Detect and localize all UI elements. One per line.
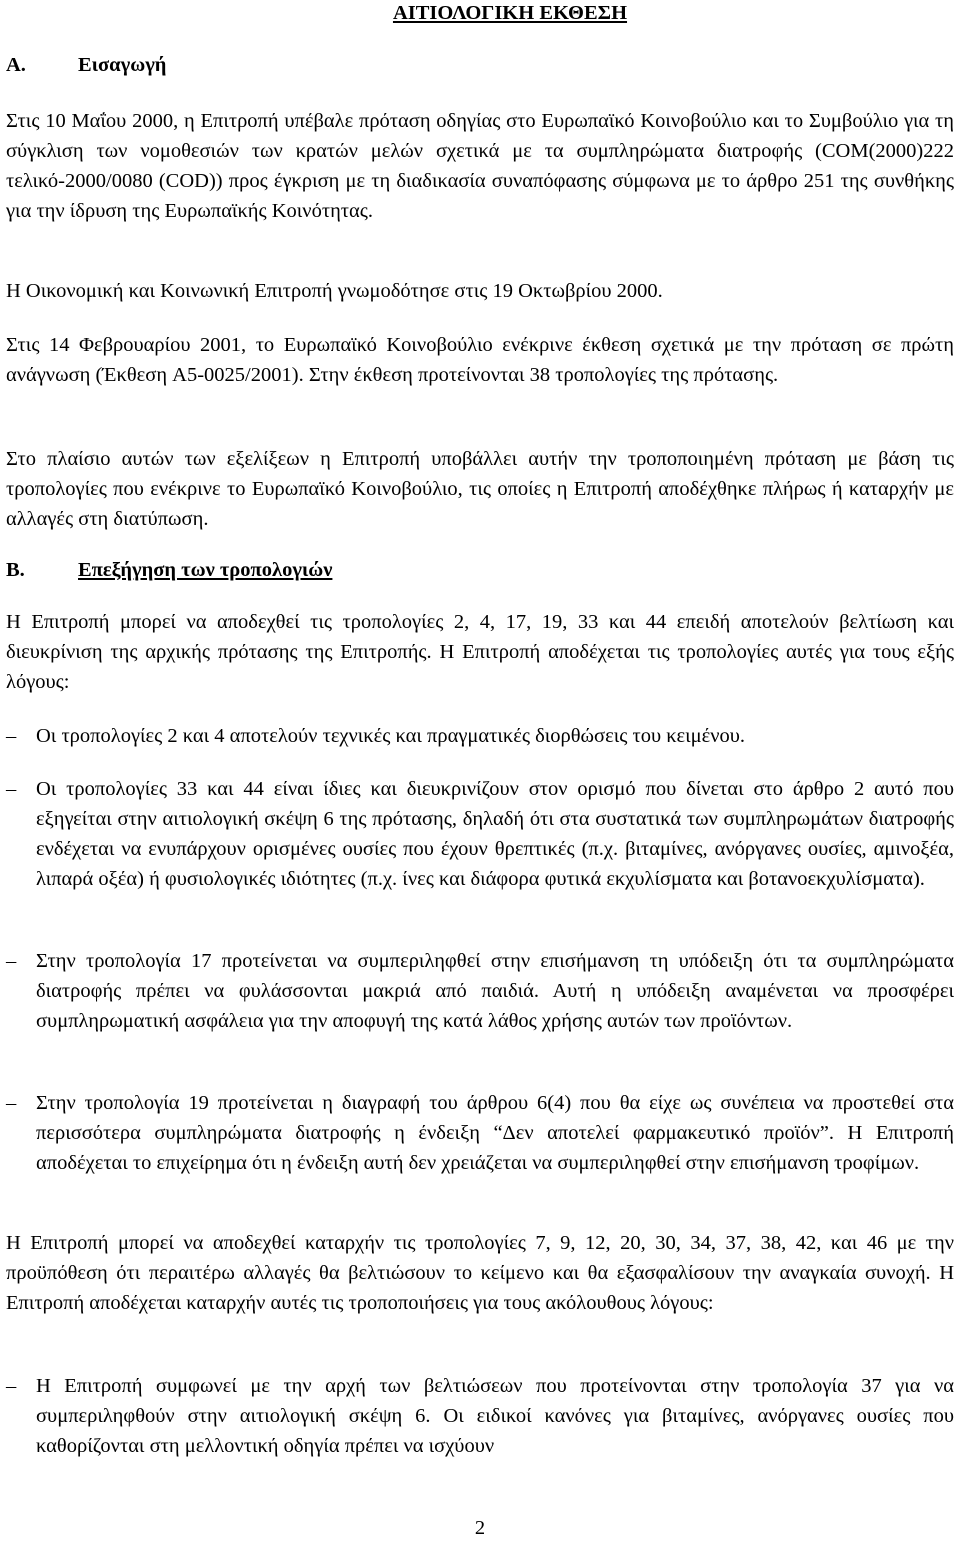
section-b-title: Επεξήγηση των τροπολογιών [78,559,333,581]
section-b-heading [6,555,332,585]
list-item-text: Η Επιτροπή συμφωνεί με την αρχή των βελτιώσεων που προτείνονται στην τροπολογία 37 για να συμπεριληφθούν στην αιτιολογική σκέψη 6. Οι ειδικοί κανόνες για βιταμίνες, ανόργανες ουσίες που καθορίζονται στη μελλοντική οδηγία πρέπει να ισχύουν [36,1375,954,1457]
list-item [6,1088,954,1178]
section-a-heading [6,50,166,80]
list-item-text: Στην τροπολογία 17 προτείνεται να συμπεριληφθεί στην επισήμανση τη υπόδειξη ότι τα συμπληρώματα διατροφής πρέπει να φυλάσσονται μακριά από παιδιά. Αυτή η υπόδειξη αναμένεται να προσφέρει συμπληρωματική ασφάλεια για την αποφυγή της κατά λάθος χρήσης αυτών των προϊόντων. [36,950,954,1032]
list-item [6,774,954,894]
section-b-letter: B. [6,559,25,581]
section-a-letter: A. [6,54,26,76]
paragraph-principle-amendments: Η Επιτροπή μπορεί να αποδεχθεί καταρχήν τις τροπολογίες 7, 9, 12, 20, 30, 34, 37, 38, 42, και 46 με την προϋπόθεση ότι περαιτέρω αλλαγές θα βελτιώσουν το κείμενο και θα εξασφαλίσουν την αναγκαία συνοχή. Η Επιτροπή αποδέχεται καταρχήν αυτές τις τροποποιήσεις για τους ακόλουθους λόγους: [6,1232,954,1314]
paragraph-parliament-report: Στις 14 Φεβρουαρίου 2001, το Ευρωπαϊκό Κοινοβούλιο ενέκρινε έκθεση σχετικά με την πρόταση σε πρώτη ανάγνωση (Έκθεση A5-0025/2001). Στην έκθεση προτείνονται 38 τροπολογίες της πρότασης. [6,334,954,386]
list-item-text: Οι τροπολογίες 2 και 4 αποτελούν τεχνικές και πραγματικές διορθώσεις του κειμένου. [36,725,746,747]
document-title: ΑΙΤΙΟΛΟΓΙΚΗ ΕΚΘΕΣΗ [392,2,628,24]
page-number: 2 [474,1517,486,1539]
list-item [6,1371,954,1461]
list-item [6,946,954,1036]
list-item-text: Οι τροπολογίες 33 και 44 είναι ίδιες και διευκρινίζουν στον ορισμό που δίνεται στο άρθρο 2 αυτό που εξηγείται στην αιτιολογική σκέψη 6 της πρότασης, δηλαδή ότι στα συστατικά των συμπληρωμάτων διατροφής ενδέχεται να ενυπάρχουν ορισμένες ουσίες που έχουν θρεπτικές (π.χ. βιταμίνες, ανόργανες ουσίες, αμινοξέα, λιπαρά οξέα) ή φυσιολογικές ιδιότητες (π.χ. ίνες και διάφορα φυτικά εκχυλίσματα και βοτανοεκχυλίσματα). [36,778,954,890]
dash-bullet: – [6,725,17,747]
list-item-text: Στην τροπολογία 19 προτείνεται η διαγραφή του άρθρου 6(4) που θα είχε ως συνέπεια να προστεθεί στα περισσότερα συμπληρώματα διατροφής η ένδειξη “Δεν αποτελεί φαρμακευτικό προϊόν”. Η Επιτροπή αποδέχεται το επιχείρημα ότι η ένδειξη αυτή δεν χρειάζεται να συμπεριληφθεί στην επισήμανση τροφίμων. [36,1092,954,1174]
list-item [6,721,954,751]
dash-bullet: – [6,950,17,972]
paragraph-esc-opinion: Η Οικονομική και Κοινωνική Επιτροπή γνωμοδότησε στις 19 Οκτωβρίου 2000. [6,280,663,302]
document-page [6,0,954,1545]
section-a-title: Εισαγωγή [78,54,167,76]
dash-bullet: – [6,1092,17,1114]
dash-bullet: – [6,1375,17,1397]
paragraph-accepted-amendments: Η Επιτροπή μπορεί να αποδεχθεί τις τροπολογίες 2, 4, 17, 19, 33 και 44 επειδή αποτελούν βελτίωση και διευκρίνιση της αρχικής πρότασης της Επιτροπής. Η Επιτροπή αποδέχεται τις τροπολογίες αυτές για τους εξής λόγους: [6,611,954,693]
dash-bullet: – [6,778,17,800]
paragraph-intro-proposal: Στις 10 Μαΐου 2000, η Επιτροπή υπέβαλε πρόταση οδηγίας στο Ευρωπαϊκό Κοινοβούλιο και το Συμβούλιο για τη σύγκλιση των νομοθεσιών των κρατών μελών σχετικά με τα συμπληρώματα διατροφής (COM(2000)222 τελικό-2000/0080 (COD)) προς έγκριση με τη διαδικασία συναπόφασης σύμφωνα με το άρθρο 251 της συνθήκης για την ίδρυση της Ευρωπαϊκής Κοινότητας. [6,110,954,222]
paragraph-amended-proposal: Στο πλαίσιο αυτών των εξελίξεων η Επιτροπή υποβάλλει αυτήν την τροποποιημένη πρόταση με βάση τις τροπολογίες που ενέκρινε το Ευρωπαϊκό Κοινοβούλιο, τις οποίες η Επιτροπή αποδέχθηκε πλήρως ή καταρχήν με αλλαγές στη διατύπωση. [6,448,954,530]
